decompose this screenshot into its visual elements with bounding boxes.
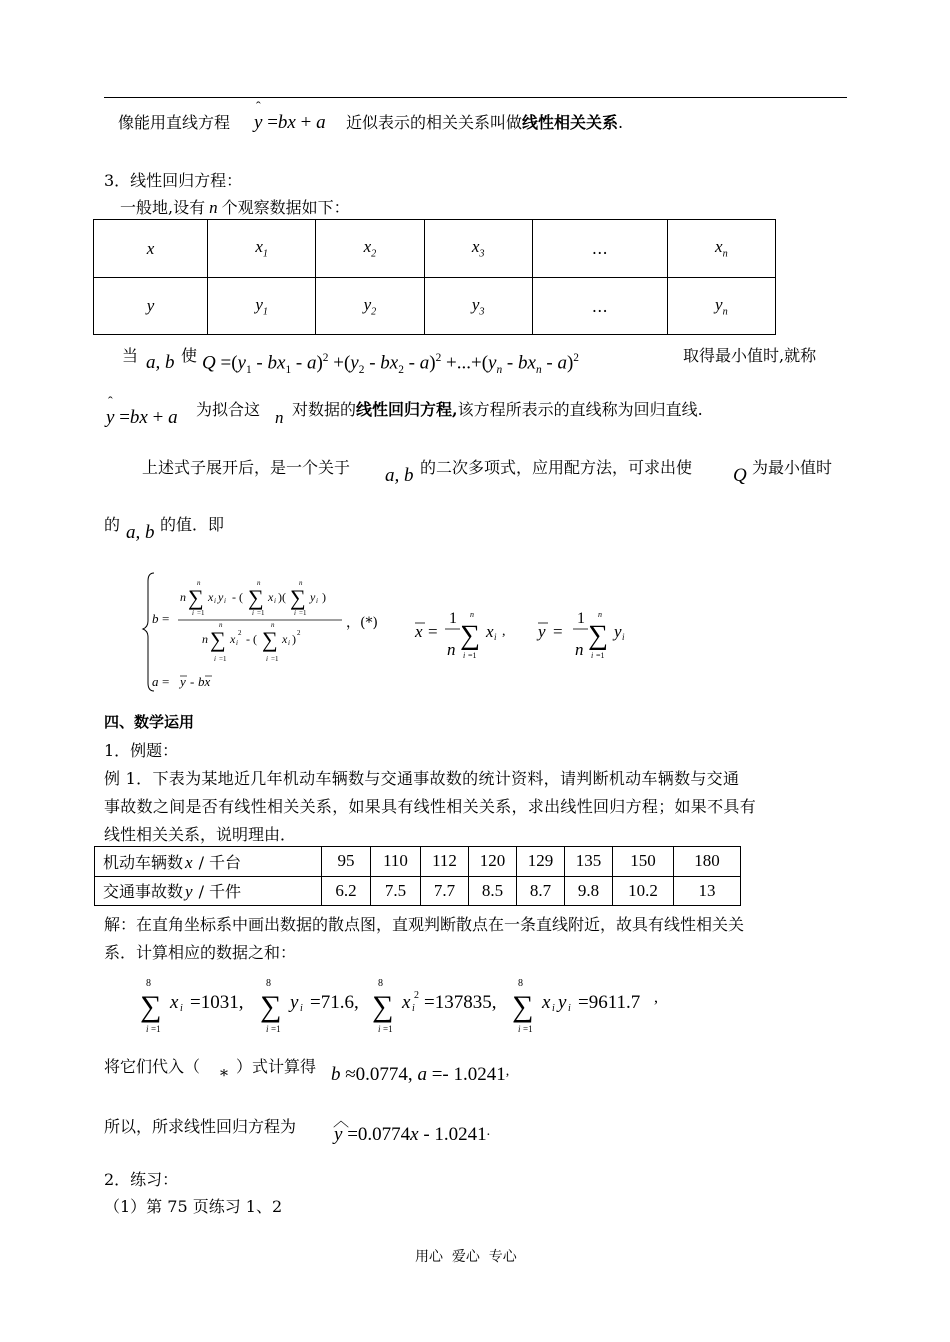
cell-dots: … <box>532 278 667 335</box>
svg-text:∑: ∑ <box>210 627 226 652</box>
svg-text:x: x <box>208 590 214 604</box>
svg-text:=1: =1 <box>197 609 205 617</box>
svg-text:x: x <box>542 992 551 1013</box>
data-table <box>93 219 776 335</box>
svg-text:n: n <box>447 640 456 659</box>
practice-item1: （1）第 75 页练习 1、2 <box>104 1197 283 1216</box>
header2-unit: / 千件 <box>198 882 242 902</box>
svg-text:y: y <box>538 622 546 641</box>
svg-text:n: n <box>299 579 303 587</box>
svg-text:i: i <box>300 1003 303 1014</box>
when-post: 取得最小值时,就称 <box>683 346 817 365</box>
svg-text:x: x <box>415 622 423 641</box>
svg-text:=1: =1 <box>271 655 279 663</box>
svg-text:∑: ∑ <box>512 990 534 1023</box>
svg-text:i: i <box>266 1024 269 1034</box>
section3-intro <box>120 195 350 218</box>
svg-text:): ) <box>292 632 296 646</box>
svg-text:i: i <box>316 597 318 605</box>
solution-line1: 解：在直角坐标系中画出数据的散点图，直观判断散点在一条直线附近，故具有线性相关关 <box>104 915 745 934</box>
svg-text:b: b <box>152 611 159 626</box>
svg-text:i: i <box>180 1003 183 1014</box>
svg-text:y: y <box>614 622 622 641</box>
y-value: 7.7 <box>421 876 469 906</box>
svg-text:2: 2 <box>414 990 419 1001</box>
header-accidents <box>95 876 322 906</box>
svg-text:i: i <box>266 655 268 663</box>
subst-star: * <box>220 1066 228 1085</box>
cell-y2: $y_2$ <box>316 278 424 335</box>
header1-label: 机动车辆数 <box>103 852 184 872</box>
line2-eq: y ˆ =bx + a <box>106 395 178 428</box>
svg-text:n: n <box>197 579 201 587</box>
svg-text:i: i <box>568 1003 571 1014</box>
sum4-value: =9611.7 <box>578 992 641 1013</box>
svg-text:n: n <box>271 621 275 629</box>
table-row <box>94 220 776 278</box>
svg-text:=1: =1 <box>257 609 265 617</box>
line1-bold: 线性相关关系 <box>522 113 619 132</box>
svg-text:i: i <box>288 639 290 647</box>
y-value: 10.2 <box>613 876 674 906</box>
cell-x: x <box>94 220 208 278</box>
svg-text:=: = <box>162 674 170 689</box>
line2-post <box>292 397 703 420</box>
section3-title: 3．线性回归方程： <box>104 171 243 190</box>
cell-dots: … <box>532 220 667 278</box>
svg-text:x: x <box>170 992 179 1013</box>
when-ab: a, b <box>146 352 175 373</box>
svg-text:n: n <box>180 590 186 604</box>
cell-x3: $x_3$ <box>424 220 532 278</box>
table-row <box>95 876 741 906</box>
svg-text:x: x <box>486 622 494 641</box>
svg-text:∑: ∑ <box>188 585 204 610</box>
de-ab: a, b <box>126 522 155 543</box>
solution-line2: 系．计算相应的数据之和： <box>104 943 297 962</box>
svg-text:=1: =1 <box>219 655 227 663</box>
svg-text:=: = <box>553 622 563 641</box>
svg-text:=1: =1 <box>596 651 605 660</box>
svg-text:i: i <box>214 597 216 605</box>
vehicle-table <box>94 846 741 906</box>
y-value: 7.5 <box>371 876 421 906</box>
x-value: 120 <box>469 847 517 877</box>
svg-text:i: i <box>252 609 254 617</box>
table-row <box>95 847 741 877</box>
practice-title: 2．练习： <box>104 1170 179 1189</box>
x-value: 150 <box>613 847 674 877</box>
x-value: 112 <box>421 847 469 877</box>
svg-text:i: i <box>294 609 296 617</box>
svg-text:y: y <box>558 992 567 1013</box>
de-post: 的值．即 <box>160 515 225 534</box>
svg-text:i: i <box>591 651 594 660</box>
cell-x2: $x_2$ <box>316 220 424 278</box>
svg-text:8: 8 <box>378 978 383 989</box>
line2-mid: 对数据的 <box>292 400 357 419</box>
line1-period: . <box>618 113 624 132</box>
svg-text:i: i <box>146 1024 149 1034</box>
expand-ab: a, b <box>385 465 414 486</box>
when-use: 使 <box>181 346 198 365</box>
intro-n: n <box>209 198 218 217</box>
svg-text:2: 2 <box>297 629 301 637</box>
svg-text:=1: =1 <box>151 1024 161 1034</box>
example1-text3: 线性相关关系，说明理由． <box>104 825 297 844</box>
svg-text:1: 1 <box>577 610 585 627</box>
section4-title: 四、数学运用 <box>104 713 195 731</box>
header1-unit: / 千台 <box>198 852 242 872</box>
result-pre: 所以，所求线性回归方程为 <box>104 1117 297 1136</box>
svg-text:∑: ∑ <box>372 990 394 1023</box>
header1-var: x <box>185 852 193 872</box>
svg-text:i: i <box>552 1003 555 1014</box>
when-q: $Q =(y_1 - bx_1 - a)^2 +(y_2 - bx_2 - a)^2 +...+(y_n - bx_n - a)^2$ <box>202 352 579 377</box>
svg-text:=: = <box>428 622 438 641</box>
cell-yn: $y_n$ <box>667 278 775 335</box>
svg-text:=1: =1 <box>299 609 307 617</box>
svg-text:8: 8 <box>266 978 271 989</box>
expand-mid: 的二次多项式，应用配方法，可求出使 <box>420 458 693 477</box>
section4-sub1: 1．例题： <box>104 741 179 760</box>
svg-text:n: n <box>219 621 223 629</box>
table-row <box>94 278 776 335</box>
svg-text:i: i <box>236 639 238 647</box>
x-value: 95 <box>322 847 371 877</box>
example1-text2: 事故数之间是否有线性相关关系，如果具有线性相关关系，求出线性回归方程；如果不具有 <box>104 797 757 816</box>
expand-pre: 上述式子展开后，是一个关于 <box>142 458 351 477</box>
svg-text:i: i <box>214 655 216 663</box>
svg-text:∑: ∑ <box>460 620 480 651</box>
line1-pre: 像能用直线方程 <box>118 113 231 132</box>
header2-var: y <box>185 882 193 902</box>
line1-mid: 近似表示的相关关系叫做 <box>346 113 523 132</box>
svg-text:)(: )( <box>278 590 286 604</box>
line1 <box>118 110 230 133</box>
svg-text:8: 8 <box>146 978 151 989</box>
x-value: 180 <box>674 847 741 877</box>
subst-eq: b ≈0.0774, a =- 1.0241, <box>331 1064 510 1085</box>
svg-text:- (: - ( <box>232 590 243 604</box>
svg-text:i: i <box>192 609 194 617</box>
svg-text:y: y <box>180 674 186 689</box>
y-value: 9.8 <box>565 876 613 906</box>
svg-text:∑: ∑ <box>262 627 278 652</box>
svg-text:-: - <box>190 674 195 689</box>
svg-text:n: n <box>575 640 584 659</box>
svg-text:1: 1 <box>449 610 457 627</box>
svg-text:8: 8 <box>518 978 523 989</box>
result-eq: y ︿ =0.0774x - 1.0241. <box>333 1113 491 1145</box>
svg-text:x: x <box>402 992 411 1013</box>
svg-text:i: i <box>274 597 276 605</box>
line2-end: 该方程所表示的直线称为回归直线. <box>457 400 703 419</box>
svg-text:x: x <box>282 632 288 646</box>
subst-pre: 将它们代入（ <box>104 1057 201 1076</box>
line1-post <box>346 110 623 133</box>
sum3-value: =137835, <box>424 992 497 1013</box>
sum2-value: =71.6, <box>310 992 359 1013</box>
svg-text:=1: =1 <box>523 1024 533 1034</box>
svg-text:n: n <box>470 610 474 619</box>
intro-post: 个观察数据如下： <box>221 198 350 217</box>
svg-text:,: , <box>654 989 658 1006</box>
formula-block <box>140 565 660 695</box>
de-pre: 的 <box>104 515 121 534</box>
footer-text: 用心 爱心 专心 <box>415 1249 517 1265</box>
subst-mid: ）式计算得 <box>236 1057 317 1076</box>
svg-text:∑: ∑ <box>588 620 608 651</box>
x-value: 129 <box>517 847 565 877</box>
svg-text:y: y <box>290 992 299 1013</box>
svg-text:n: n <box>598 610 602 619</box>
header2-label: 交通事故数 <box>103 882 184 902</box>
svg-text:i: i <box>622 632 625 642</box>
cell-y3: $y_3$ <box>424 278 532 335</box>
line1-eq: y ˆ =bx + a <box>254 100 326 133</box>
x-value: 110 <box>371 847 421 877</box>
svg-text:i: i <box>412 1003 415 1014</box>
svg-text:a: a <box>152 674 159 689</box>
intro-pre: 一般地,设有 <box>120 198 206 217</box>
svg-text:∑: ∑ <box>260 990 282 1023</box>
svg-text:y: y <box>218 590 224 604</box>
cell-y: y <box>94 278 208 335</box>
cell-xn: $x_n$ <box>667 220 775 278</box>
svg-text:i: i <box>224 597 226 605</box>
svg-text:∑: ∑ <box>248 585 264 610</box>
svg-text:i: i <box>518 1024 521 1034</box>
example1-text1: 例 1．下表为某地近几年机动车辆数与交通事故数的统计资料，请判断机动车辆数与交通 <box>104 769 740 788</box>
header-vehicles <box>95 847 322 877</box>
svg-text:=1: =1 <box>271 1024 281 1034</box>
y-value: 8.7 <box>517 876 565 906</box>
sums-equation <box>140 972 680 1038</box>
svg-text:): ) <box>322 590 326 604</box>
svg-text:bx: bx <box>198 674 211 689</box>
y-value: 8.5 <box>469 876 517 906</box>
svg-text:2: 2 <box>238 629 242 637</box>
expand-q: Q <box>733 465 747 486</box>
svg-text:=1: =1 <box>468 651 477 660</box>
svg-text:x: x <box>268 590 274 604</box>
line2-n: n <box>275 408 284 427</box>
svg-text:,: , <box>502 624 506 639</box>
cell-y1: $y_1$ <box>208 278 316 335</box>
svg-text:i: i <box>378 1024 381 1034</box>
cell-x1: $x_1$ <box>208 220 316 278</box>
sum1-value: =1031, <box>190 992 244 1013</box>
x-value: 135 <box>565 847 613 877</box>
svg-text:，(*): ，(*) <box>346 615 378 631</box>
when-pre: 当 <box>122 346 139 365</box>
svg-text:- (: - ( <box>246 632 257 646</box>
svg-text:∑: ∑ <box>140 990 162 1023</box>
svg-text:y: y <box>310 590 316 604</box>
svg-text:i: i <box>463 651 466 660</box>
line2-pre: 为拟合这 <box>196 400 261 419</box>
svg-text:=: = <box>162 611 170 626</box>
svg-text:n: n <box>257 579 261 587</box>
y-value: 6.2 <box>322 876 371 906</box>
svg-text:i: i <box>494 632 497 642</box>
svg-text:=1: =1 <box>383 1024 393 1034</box>
y-value: 13 <box>674 876 741 906</box>
svg-text:x: x <box>230 632 236 646</box>
line2-bold: 线性回归方程, <box>356 400 458 419</box>
expand-post: 为最小值时 <box>752 458 833 477</box>
top-rule <box>104 97 847 98</box>
svg-text:n: n <box>202 632 208 646</box>
svg-text:∑: ∑ <box>290 585 306 610</box>
